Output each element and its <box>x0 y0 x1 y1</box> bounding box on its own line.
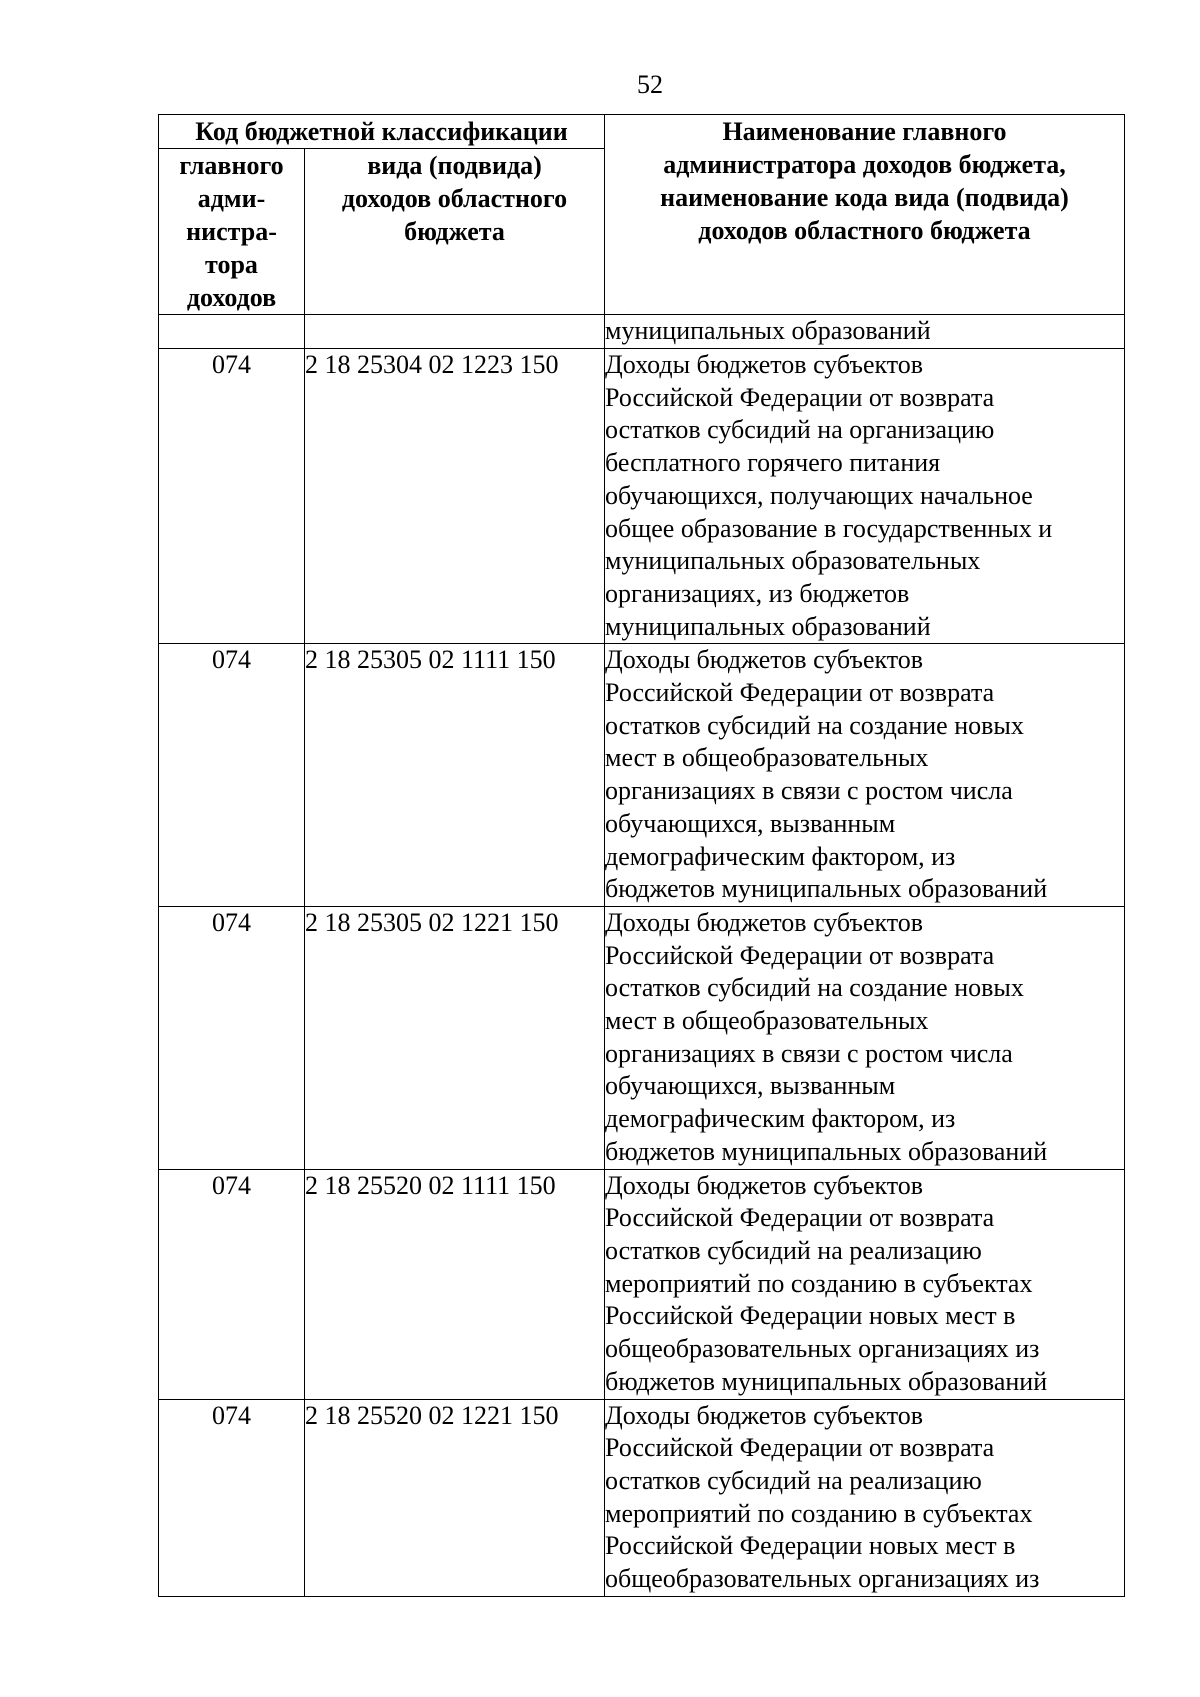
cell-income-code: 2 18 25305 02 1111 150 <box>305 644 605 907</box>
cell-admin-code: 074 <box>159 906 305 1169</box>
cell-income-name: Доходы бюджетов субъектов Российской Федерации от возврата остатков субсидий на реализацию мероприятий по созданию в субъектах Российской Федерации новых мест в общеобразовательных организациях из бюджетов муниципальных образований <box>605 1169 1125 1399</box>
header-name-column: Наименование главного администратора доходов бюджета, наименование кода вида (подвида) доходов областного бюджета <box>605 115 1125 315</box>
table-row <box>159 906 1125 1169</box>
page-number: 52 <box>637 70 663 99</box>
cell-admin-code: 074 <box>159 1399 305 1596</box>
cell-income-name: Доходы бюджетов субъектов Российской Федерации от возврата остатков субсидий на организацию бесплатного горячего питания обучающихся, получающих начальное общее образование в государственных и муниципальных образовательных организациях, из бюджетов муниципальных образований <box>605 349 1125 644</box>
table-row <box>159 349 1125 644</box>
cell-income-code: 2 18 25520 02 1221 150 <box>305 1399 605 1596</box>
cell-income-name: Доходы бюджетов субъектов Российской Федерации от возврата остатков субсидий на создание новых мест в общеобразовательных организациях в связи с ростом числа обучающихся, вызванным демографическим фактором, из бюджетов муниципальных образований <box>605 644 1125 907</box>
cell-admin-code: 074 <box>159 644 305 907</box>
cell-income-code <box>305 315 605 349</box>
table-row <box>159 1399 1125 1596</box>
header-admin-column: главного адми- нистра- тора доходов <box>159 149 305 315</box>
cell-income-name: муниципальных образований <box>605 315 1125 349</box>
cell-income-name: Доходы бюджетов субъектов Российской Федерации от возврата остатков субсидий на реализацию мероприятий по созданию в субъектах Российской Федерации новых мест в общеобразовательных организациях из <box>605 1399 1125 1596</box>
table-row-continuation <box>159 315 1125 349</box>
cell-income-code: 2 18 25305 02 1221 150 <box>305 906 605 1169</box>
cell-admin-code <box>159 315 305 349</box>
cell-income-code: 2 18 25304 02 1223 150 <box>305 349 605 644</box>
header-budget-classification-code: Код бюджетной классификации <box>159 115 605 149</box>
cell-admin-code: 074 <box>159 349 305 644</box>
cell-income-code: 2 18 25520 02 1111 150 <box>305 1169 605 1399</box>
cell-income-name: Доходы бюджетов субъектов Российской Федерации от возврата остатков субсидий на создание новых мест в общеобразовательных организациях в связи с ростом числа обучающихся, вызванным демографическим фактором, из бюджетов муниципальных образований <box>605 906 1125 1169</box>
table-row <box>159 1169 1125 1399</box>
budget-classification-table <box>158 114 1125 1597</box>
cell-admin-code: 074 <box>159 1169 305 1399</box>
header-row-top <box>159 115 1125 149</box>
header-code-column: вида (подвида) доходов областного бюджета <box>305 149 605 315</box>
table-row <box>159 644 1125 907</box>
